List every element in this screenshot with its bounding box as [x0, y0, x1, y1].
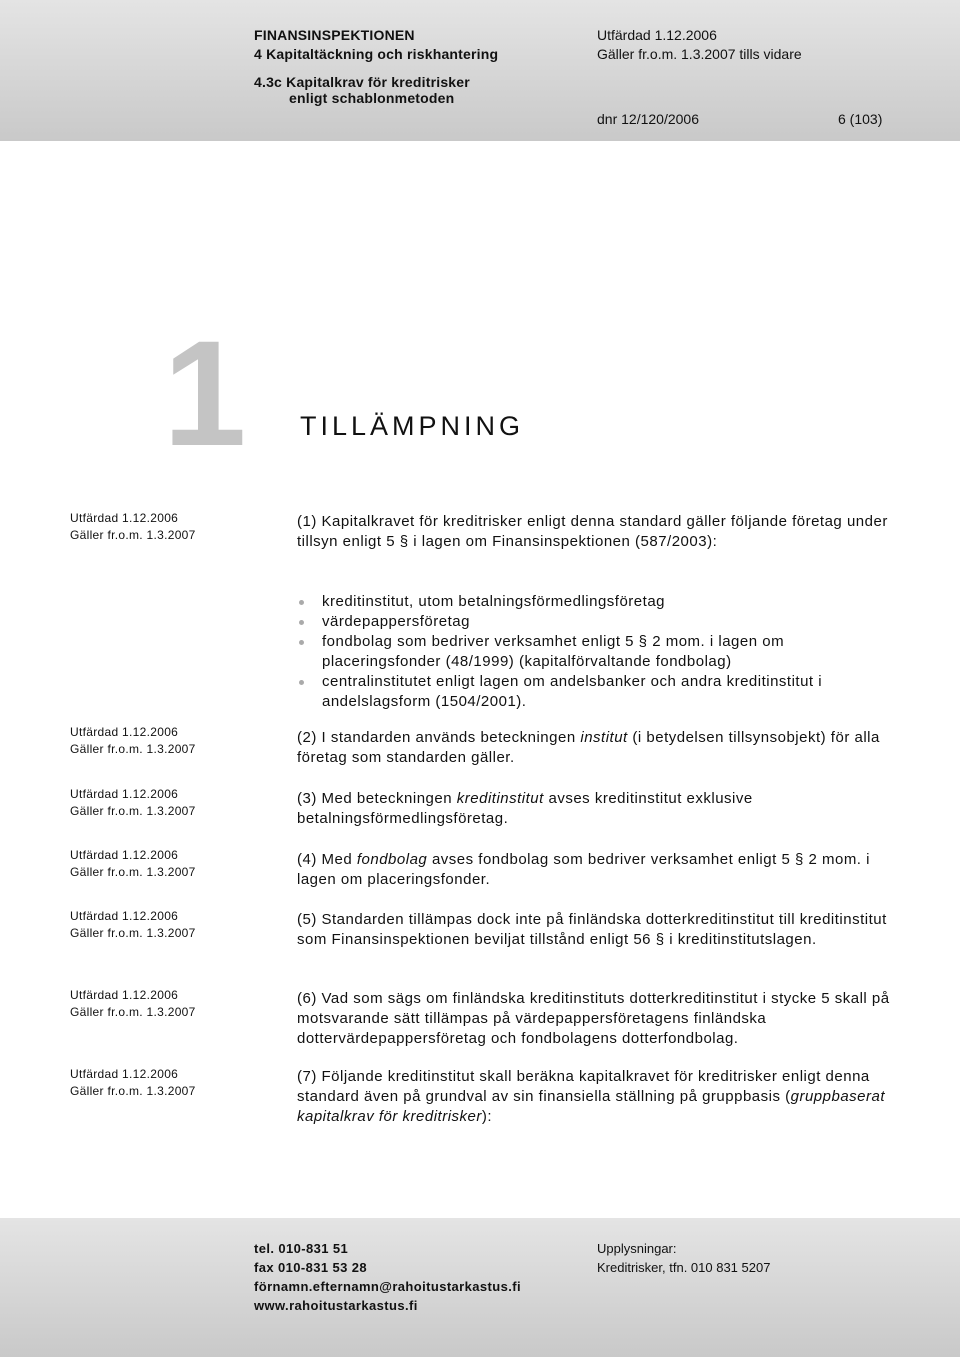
section-sign: § [794, 851, 804, 868]
margin-issued: Utfärdad 1.12.2006 [70, 787, 179, 801]
margin-valid: Gäller fr.o.m. 1.3.2007 [70, 865, 196, 879]
margin-issued: Utfärdad 1.12.2006 [70, 511, 179, 525]
header-section: 4 Kapitaltäckning och riskhantering [254, 46, 499, 62]
header-valid: Gäller fr.o.m. 1.3.2007 tills vidare [597, 46, 802, 62]
footer-info-value: Kreditrisker, tfn. 010 831 5207 [597, 1260, 771, 1275]
paragraph-1: (1) Kapitalkravet för kreditrisker enligt denna standard gäller följande företag under tillsyn enligt 5 § i lagen om Finansinspektionen (587/2003): [297, 513, 888, 550]
paragraph-2: (2) I standarden används beteckningen institut (i betydelsen tillsynsobjekt) för alla företag som standarden gäller. [297, 729, 880, 766]
page-header [0, 0, 960, 141]
margin-issued: Utfärdad 1.12.2006 [70, 725, 179, 739]
header-subsection: 4.3c Kapitalkrav för kreditrisker [254, 74, 470, 90]
header-dnr: dnr 12/120/2006 [597, 111, 699, 127]
header-issued: Utfärdad 1.12.2006 [597, 27, 717, 43]
list-item: centralinstitutet enligt lagen om andelsbanker och andra kreditinstitut i andelslagsform (1504/2001). [297, 672, 897, 712]
section-sign: § [638, 633, 648, 650]
term-fondbolag: fondbolag [356, 851, 428, 868]
term-institut: institut [580, 729, 628, 746]
margin-valid: Gäller fr.o.m. 1.3.2007 [70, 1005, 196, 1019]
page-footer [0, 1218, 960, 1357]
term-gruppbaserat: gruppbaserat kapitalkrav för kreditrisker [297, 1088, 886, 1125]
footer-web[interactable]: www.rahoitustarkastus.fi [254, 1298, 418, 1313]
paragraph-4: (4) Med fondbolag avses fondbolag som bedriver verksamhet enligt 5 § 2 mom. i lagen om placeringsfonder. [297, 851, 870, 888]
margin-note [70, 987, 196, 1021]
paragraph-7: (7) Följande kreditinstitut skall beräkna kapitalkravet för kreditrisker enligt denna standard även på grundval av sin finansiella ställning på gruppbasis (gruppbaserat kapitalkrav för kreditrisker): [297, 1068, 886, 1125]
margin-note [70, 1066, 196, 1100]
margin-valid: Gäller fr.o.m. 1.3.2007 [70, 926, 196, 940]
list-item: värdepappersföretag [297, 612, 897, 632]
term-kreditinstitut: kreditinstitut [456, 790, 544, 807]
margin-valid: Gäller fr.o.m. 1.3.2007 [70, 1084, 196, 1098]
margin-issued: Utfärdad 1.12.2006 [70, 848, 179, 862]
margin-note [70, 786, 196, 820]
footer-tel: tel. 010-831 51 [254, 1241, 349, 1256]
section-sign: § [399, 533, 409, 550]
margin-note [70, 510, 196, 544]
margin-valid: Gäller fr.o.m. 1.3.2007 [70, 528, 196, 542]
margin-issued: Utfärdad 1.12.2006 [70, 909, 179, 923]
margin-note [70, 847, 196, 881]
margin-note [70, 908, 196, 942]
margin-issued: Utfärdad 1.12.2006 [70, 988, 179, 1002]
margin-note [70, 724, 196, 758]
section-sign: § [655, 931, 665, 948]
list-item: fondbolag som bedriver verksamhet enligt 5 § 2 mom. i lagen om placeringsfonder (48/1999) (kapitalförvaltande fondbolag) [297, 632, 897, 672]
chapter-number: 1 [163, 309, 247, 477]
margin-valid: Gäller fr.o.m. 1.3.2007 [70, 742, 196, 756]
header-org: FINANSINSPEKTIONEN [254, 27, 415, 43]
list-item: kreditinstitut, utom betalningsförmedlingsföretag [297, 592, 897, 612]
paragraph-3: (3) Med beteckningen kreditinstitut avses kreditinstitut exklusive betalningsförmedlingsföretag. [297, 790, 753, 827]
paragraph-5: (5) Standarden tillämpas dock inte på finländska dotterkreditinstitut till kreditinstitut som Finansinspektionen beviljat tillstånd enligt 56 § i kreditinstitutslagen. [297, 911, 887, 948]
margin-issued: Utfärdad 1.12.2006 [70, 1067, 179, 1081]
footer-fax: fax 010-831 53 28 [254, 1260, 368, 1275]
paragraph-6: (6) Vad som sägs om finländska kreditinstituts dotterkreditinstitut i stycke 5 skall på motsvarande sätt tillämpas på värdepappersföretagens finländska dottervärdepappersföretag och fondbolagens dotterfondbolag. [297, 990, 890, 1047]
margin-valid: Gäller fr.o.m. 1.3.2007 [70, 804, 196, 818]
footer-email[interactable]: förnamn.efternamn@rahoitustarkastus.fi [254, 1279, 521, 1294]
footer-info-label: Upplysningar: [597, 1241, 677, 1256]
chapter-title: TILLÄMPNING [300, 411, 525, 441]
header-subsection-line2: enligt schablonmetoden [289, 90, 455, 106]
header-page-number: 6 (103) [838, 111, 883, 127]
scope-list [297, 592, 897, 712]
